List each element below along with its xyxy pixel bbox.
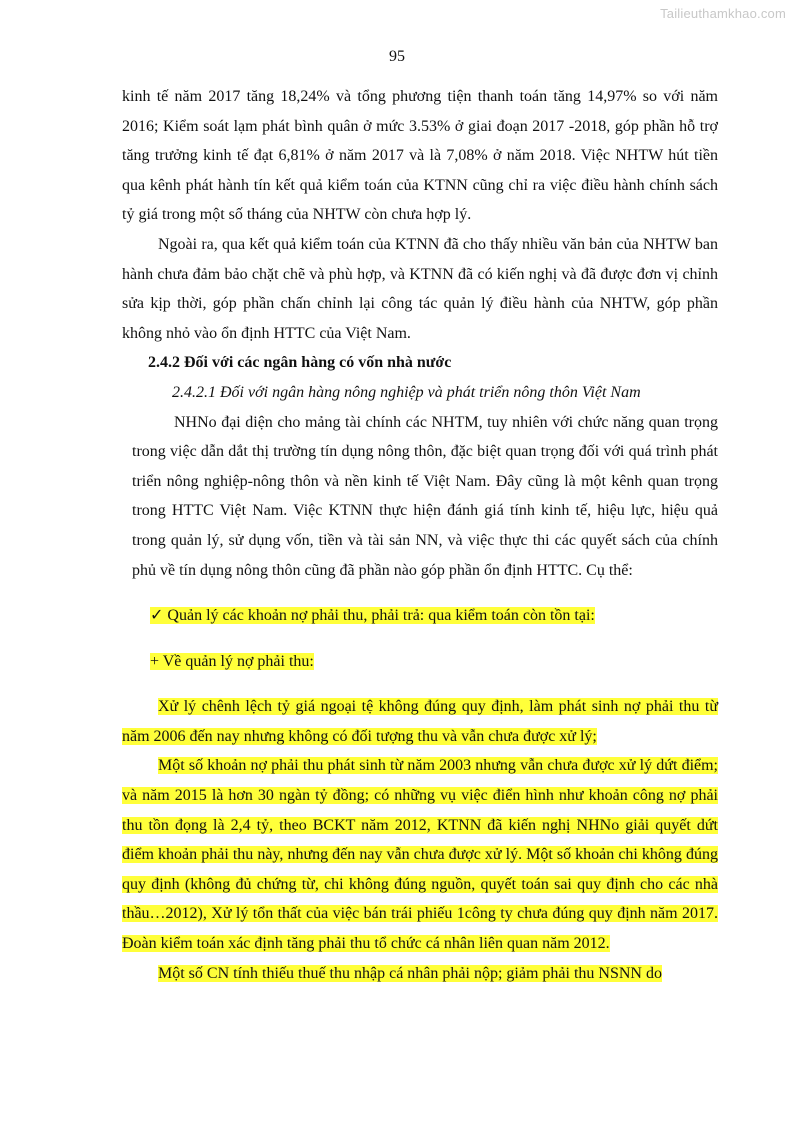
watermark-text: Tailieuthamkhao.com xyxy=(660,6,786,21)
subsection-intro-block xyxy=(132,408,718,586)
paragraph-exchange-rate xyxy=(122,692,718,751)
subsection-heading-2-4-2-1: 2.4.2.1 Đối với ngân hàng nông nghiệp và phát triển nông thôn Việt Nam xyxy=(172,383,641,401)
plus-list-item xyxy=(150,647,718,677)
highlighted-plus-item: + Về quản lý nợ phải thu: xyxy=(150,652,314,670)
document-body xyxy=(122,82,718,988)
highlighted-receivables: Một số khoản nợ phải thu phát sinh từ năm 2003 nhưng vẫn chưa được xử lý dứt điểm; và năm 2015 là hơn 30 ngàn tỷ đồng; có những vụ việc điển hình như khoản công nợ phải thu tồn đọng là 2,4 tỷ, theo BCKT năm 2012, KTNN đã kiến nghị NHNo giải quyết dứt điểm khoản phải thu này, nhưng đến nay vẫn chưa được xử lý. Một số khoản chi không đúng quy định (không đủ chứng từ, chi không đúng nguồn, quyết toán sai quy định cho các nhà thầu…2012), Xử lý tổn thất của việc bán trái phiếu 1công ty chưa đúng quy định năm 2017. Đoàn kiểm toán xác định tăng phải thu tổ chức cá nhân liên quan năm 2012. xyxy=(122,757,718,953)
highlighted-exchange-rate: Xử lý chênh lệch tỷ giá ngoại tệ không đúng quy định, làm phát sinh nợ phải thu từ năm 2006 đến nay nhưng không có đối tượng thu và vẫn chưa được xử lý; xyxy=(122,698,718,745)
paragraph-receivables xyxy=(122,751,718,958)
page-number: 95 xyxy=(389,48,405,65)
paragraph-audit-documents: Ngoài ra, qua kết quả kiểm toán của KTNN đã cho thấy nhiều văn bản của NHTW ban hành chưa đảm bảo chặt chẽ và phù hợp, và KTNN đã có kiến nghị và đã được đơn vị chỉnh sửa kịp thời, góp phần chấn chỉnh lại công tác quản lý điều hành của NHTW, góp phần không nhỏ vào ổn định HTTC của Việt Nam. xyxy=(122,235,718,342)
paragraph-income-tax xyxy=(122,959,718,989)
section-heading-2-4-2: 2.4.2 Đối với các ngân hàng có vốn nhà nước xyxy=(148,354,452,372)
paragraph-economy-stats: kinh tế năm 2017 tăng 18,24% và tổng phương tiện thanh toán tăng 14,97% so với năm 2016; Kiểm soát lạm phát bình quân ở mức 3.53% ở giai đoạn 2017 -2018, góp phần hỗ trợ tăng trưởng kinh tế đạt 6,81% ở năm 2017 và là 7,08% ở năm 2018. Việc NHTW hút tiền qua kênh phát hành tín kết quả kiểm toán của KTNN cũng chỉ ra việc điều hành chính sách tỷ giá trong một số tháng của NHTW còn chưa hợp lý. xyxy=(122,88,718,224)
highlighted-check-item: ✓ Quản lý các khoản nợ phải thu, phải trả: qua kiểm toán còn tồn tại: xyxy=(150,607,595,625)
highlighted-income-tax: Một số CN tính thiếu thuế thu nhập cá nhân phải nộp; giảm phải thu NSNN do xyxy=(158,964,662,982)
paragraph-nhno-intro: NHNo đại diện cho mảng tài chính các NHTM, tuy nhiên với chức năng quan trọng trong việc dẫn dắt thị trường tín dụng nông thôn, đặc biệt quan trọng đối với quá trình phát triển nông nghiệp-nông thôn và nền kinh tế Việt Nam. Đây cũng là một kênh quan trọng trong HTTC Việt Nam. Việc KTNN thực hiện đánh giá tính kinh tế, hiệu lực, hiệu quả trong quản lý, sử dụng vốn, tiền và tài sản NN, và việc thực thi các quyết sách của chính phủ về tín dụng nông thôn cũng đã phần nào góp phần ổn định HTTC. Cụ thể: xyxy=(132,413,718,579)
check-list-item xyxy=(150,601,718,631)
